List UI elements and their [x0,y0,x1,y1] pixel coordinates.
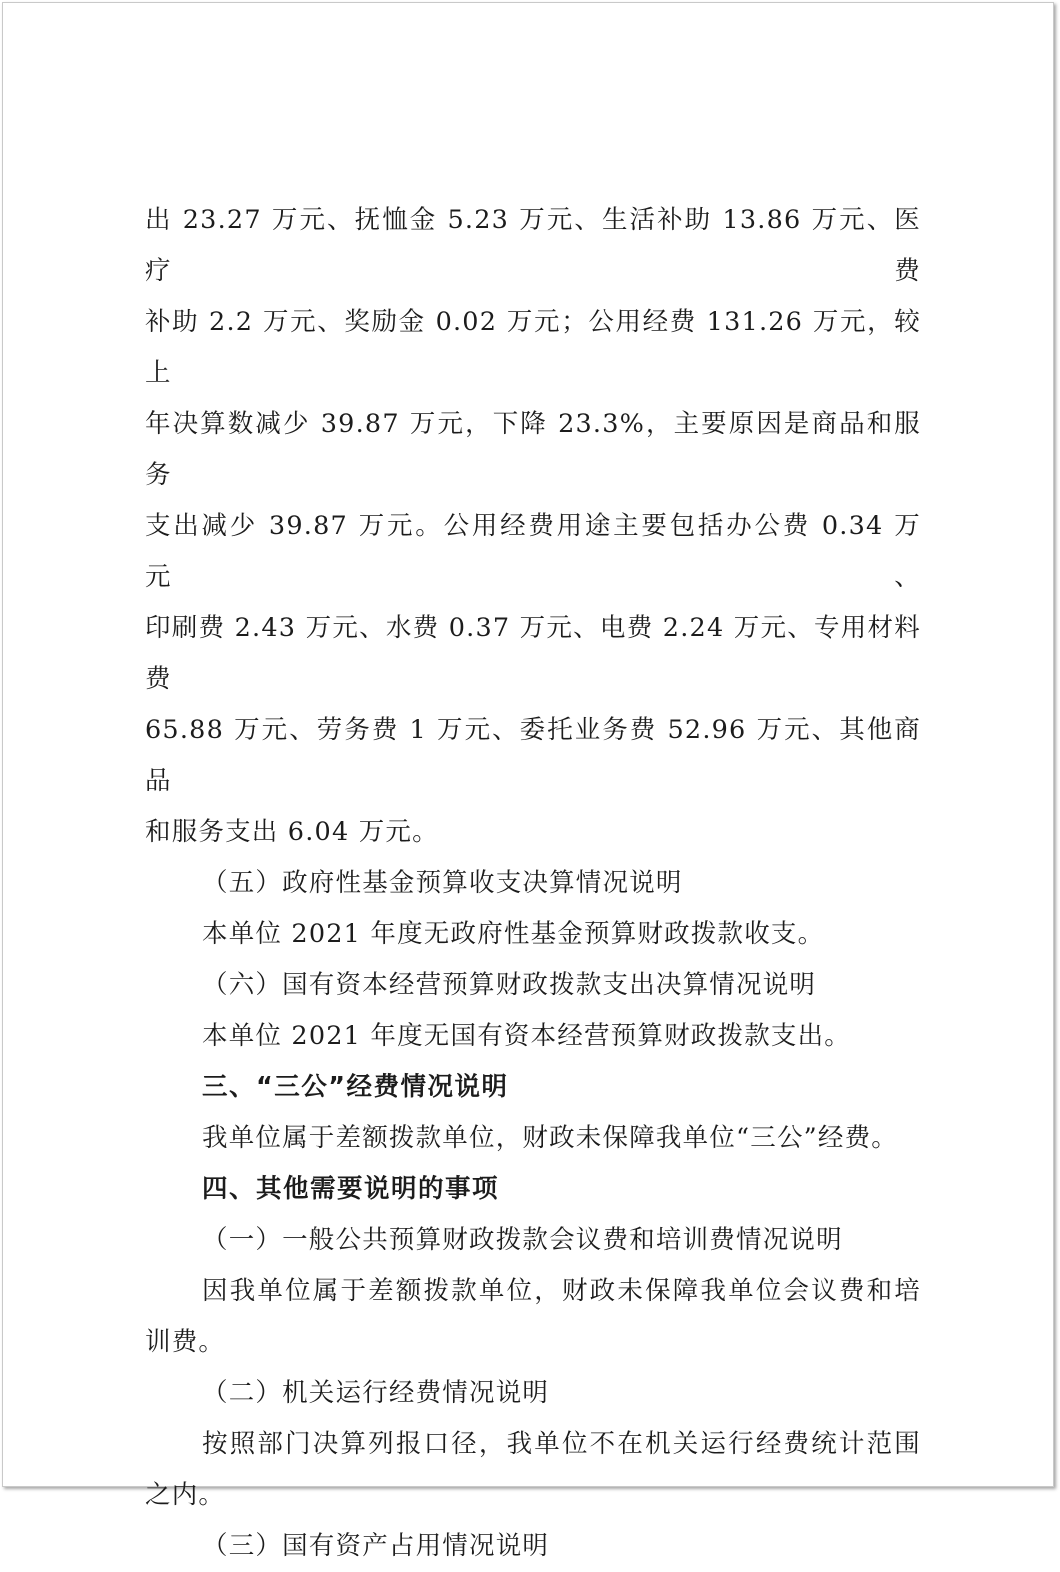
paragraph-line: 出 23.27 万元、抚恤金 5.23 万元、生活补助 13.86 万元、医疗费 [145,205,921,286]
paragraph-line: 印刷费 2.43 万元、水费 0.37 万元、电费 2.24 万元、专用材料费 [145,613,921,694]
subsection-1-text [145,1266,921,1368]
part-3-text: 我单位属于差额拨款单位，财政未保障我单位“三公”经费。 [202,1123,898,1153]
part-3-heading: 三、“三公”经费情况说明 [202,1072,509,1102]
subsection-2-heading: （二）机关运行经费情况说明 [202,1378,550,1408]
document-page [2,2,1054,1561]
paragraph-line: 支出减少 39.87 万元。公用经费用途主要包括办公费 0.34 万元、 [145,511,921,592]
paragraph-line: 因我单位属于差额拨款单位，财政未保障我单位会议费和培 [202,1276,921,1306]
subsection-3-heading: （三）国有资产占用情况说明 [202,1531,550,1561]
subsection-1-heading: （一）一般公共预算财政拨款会议费和培训费情况说明 [202,1225,843,1255]
expenditure-breakdown-paragraph [145,195,921,858]
paragraph-line: 之内。 [145,1480,226,1510]
paragraph-line: 训费。 [145,1327,226,1357]
subsection-2-text [145,1419,921,1521]
section-5-heading: （五）政府性基金预算收支决算情况说明 [202,868,683,898]
paragraph-line: 年决算数减少 39.87 万元，下降 23.3%，主要原因是商品和服务 [145,409,921,490]
document-body [145,195,921,1572]
paragraph-line: 按照部门决算列报口径，我单位不在机关运行经费统计范围 [202,1429,921,1459]
section-6-text: 本单位 2021 年度无国有资本经营预算财政拨款支出。 [202,1021,852,1051]
paragraph-line: 65.88 万元、劳务费 1 万元、委托业务费 52.96 万元、其他商品 [145,715,921,796]
paragraph-line: 补助 2.2 万元、奖励金 0.02 万元；公用经费 131.26 万元，较上 [145,307,921,388]
part-4-heading: 四、其他需要说明的事项 [202,1174,500,1204]
section-5-text: 本单位 2021 年度无政府性基金预算财政拨款收支。 [202,919,825,949]
paragraph-line: 和服务支出 6.04 万元。 [145,817,439,847]
section-6-heading: （六）国有资本经营预算财政拨款支出决算情况说明 [202,970,817,1000]
